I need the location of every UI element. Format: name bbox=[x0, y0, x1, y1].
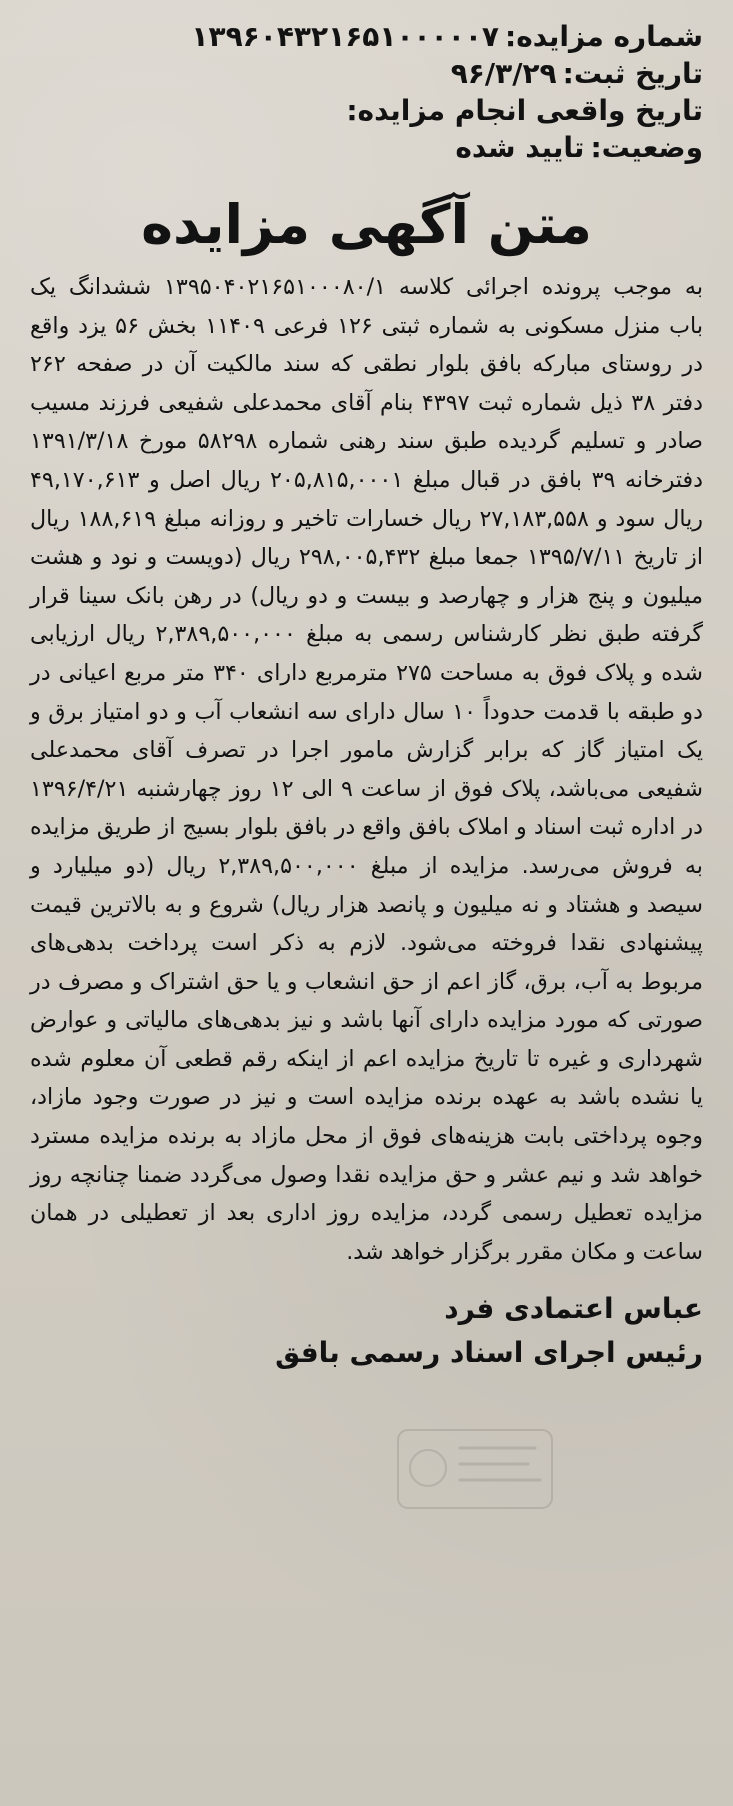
faint-watermark-graphic bbox=[390, 1420, 560, 1520]
signature-role: رئیس اجرای اسناد رسمی بافق bbox=[275, 1336, 703, 1370]
status-label: وضعیت: bbox=[590, 131, 703, 164]
status-line bbox=[30, 129, 703, 166]
notice-body bbox=[30, 268, 703, 1271]
auction-header bbox=[30, 18, 703, 166]
signature-name: عباس اعتمادی فرد bbox=[444, 1292, 703, 1326]
auction-number-line bbox=[30, 18, 703, 55]
actual-date-line bbox=[30, 92, 703, 129]
auction-number-label: شماره مزایده: bbox=[505, 20, 703, 53]
registration-date-label: تاریخ ثبت: bbox=[562, 57, 703, 90]
notice-title: متن آگهی مزایده bbox=[141, 193, 592, 256]
registration-date-line bbox=[30, 55, 703, 92]
registration-date-value: ۹۶/۳/۲۹ bbox=[450, 57, 557, 90]
notice-body-text: به موجب پرونده اجرائی کلاسه ۱۳۹۵۰۴۰۲۱۶۵۱۰۰۰۸۰/۱ ششدانگ یک باب منزل مسکونی به شماره ثبتی ۱۲۶ فرعی ۱۱۴۰۹ بخش ۵۶ یزد واقع در روستای مبارکه بافق بلوار نطقی که سند مالکیت آن در صفحه ۲۶۲ دفتر ۳۸ ذیل شماره ثبت ۴۳۹۷ بنام آقای محمدعلی شفیعی فرزند مسیب صادر و تسلیم گردیده طبق سند رهنی شماره ۵۸۲۹۸ مورخ ۱۳۹۱/۳/۱۸ دفترخانه ۳۹ بافق در قبال مبلغ ۲۰۵,۸۱۵,۰۰۰۱ ریال اصل و ۴۹,۱۷۰,۶۱۳ ریال سود و ۲۷,۱۸۳,۵۵۸ ریال خسارات تاخیر و روزانه مبلغ ۱۸۸,۶۱۹ ریال از تاریخ ۱۳۹۵/۷/۱۱ جمعا مبلغ ۲۹۸,۰۰۵,۴۳۲ ریال (دویست و نود و هشت میلیون و پنج هزار و چهارصد و بیست و دو ریال) در رهن بانک سینا قرار گرفته طبق نظر کارشناس رسمی به مبلغ ۲,۳۸۹,۵۰۰,۰۰۰ ریال ارزیابی شده و پلاک فوق به مساحت ۲۷۵ مترمربع دارای ۳۴۰ متر مربع اعیانی در دو طبقه با قدمت حدوداً ۱۰ سال دارای سه انشعاب آب و دو امتیاز برق و یک امتیاز گاز که برابر گزارش مامور اجرا در تصرف آقای محمدعلی شفیعی می‌باشد، پلاک فوق از ساعت ۹ الی ۱۲ روز چهارشنبه ۱۳۹۶/۴/۲۱ در اداره ثبت اسناد و املاک بافق واقع در بافق بلوار بسیج از طریق مزایده به فروش می‌رسد. مزایده از مبلغ ۲,۳۸۹,۵۰۰,۰۰۰ ریال (دو میلیارد و سیصد و هشتاد و نه میلیون و پانصد هزار ریال) شروع و به بالاترین قیمت پیشنهادی نقدا فروخته می‌شود. لازم به ذکر است پرداخت بدهی‌های مربوط به آب، برق، گاز اعم از حق انشعاب و یا حق اشتراک و مصرف در صورتی که مورد مزایده دارای آنها باشد و نیز بدهی‌های مالیاتی و عوارض شهرداری و غیره تا تاریخ مزایده اعم از اینکه رقم قطعی آن معلوم شده یا نشده باشد به عهده برنده مزایده است و نیز در صورت وجود مازاد، وجوه پرداختی بابت هزینه‌های فوق از محل مازاد به برنده مزایده مسترد خواهد شد و نیم عشر و حق مزایده نقدا وصول می‌گردد ضمنا چنانچه روز مزایده تعطیل رسمی گردد، مزایده روز اداری بعد از تعطیلی در همان ساعت و مکان مقرر برگزار خواهد شد. bbox=[30, 274, 703, 1265]
actual-date-label: تاریخ واقعی انجام مزایده: bbox=[346, 94, 703, 127]
auction-number-value: ۱۳۹۶۰۴۳۲۱۶۵۱۰۰۰۰۰۷ bbox=[191, 20, 500, 53]
signature-block bbox=[30, 1289, 703, 1373]
status-value: تایید شده bbox=[455, 131, 585, 164]
